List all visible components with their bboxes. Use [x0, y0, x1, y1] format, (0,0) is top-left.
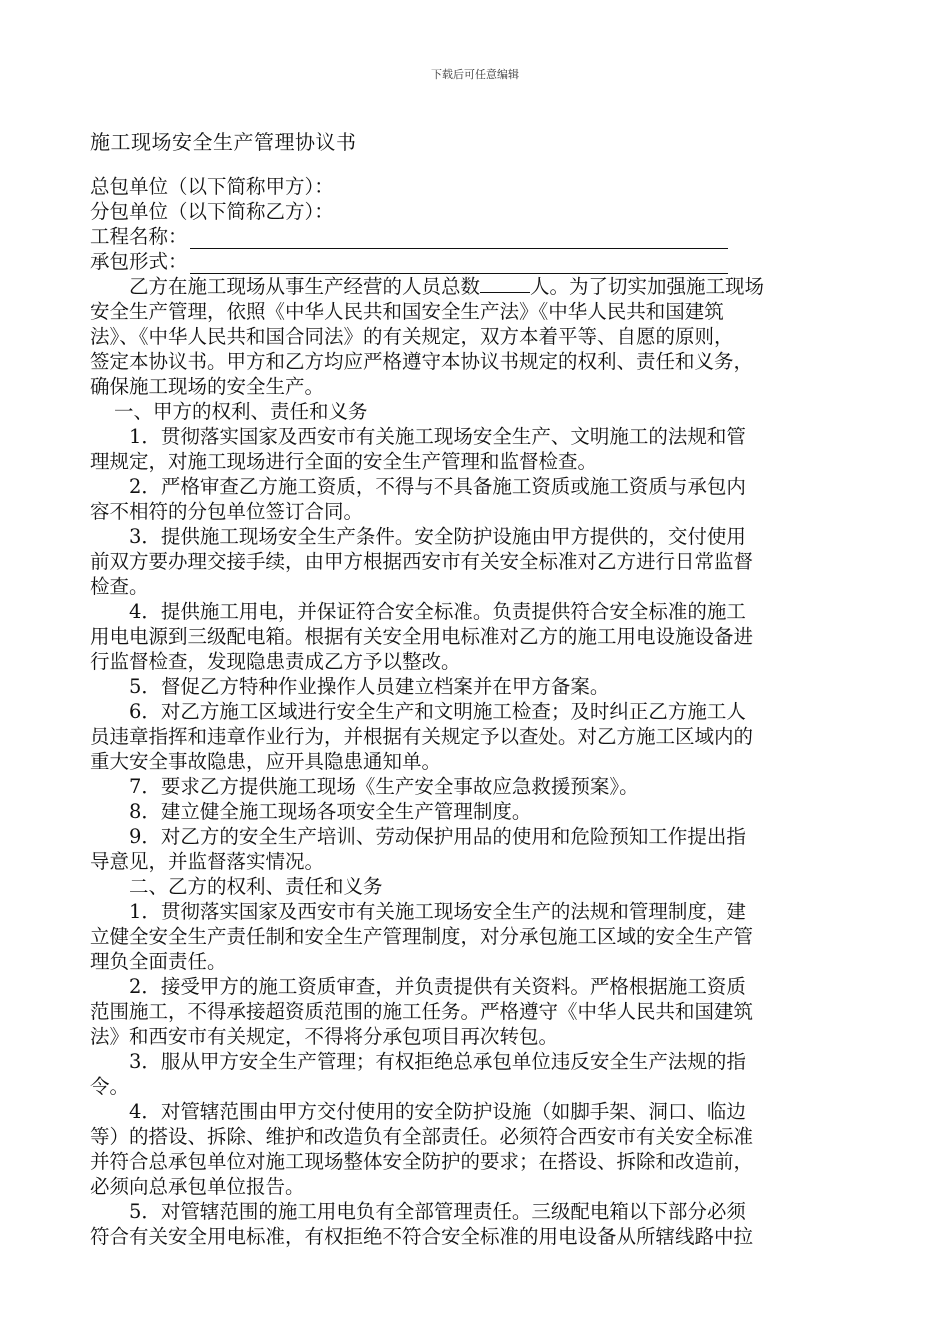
- clause-item: [90, 974, 860, 1049]
- headcount-blank: [480, 274, 530, 293]
- clause-line: 用电电源到三级配电箱。根据有关安全用电标准对乙方的施工用电设施设备进: [90, 625, 754, 648]
- clause-line: 等）的搭设、拆除、维护和改造负有全部责任。必须符合西安市有关安全标准: [90, 1125, 754, 1148]
- document-body: [90, 174, 860, 1249]
- section1-items: [90, 424, 860, 874]
- subcontractor-field: 分包单位（以下简称乙方）：: [90, 200, 334, 223]
- clause-item: [90, 474, 860, 524]
- intro-line: 安全生产管理，依照《中华人民共和国安全生产法》《中华人民共和国建筑: [90, 300, 724, 323]
- clause-line: 并符合总承包单位对施工现场整体安全防护的要求；在搭设、拆除和改造前，: [90, 1150, 754, 1173]
- clause-line: 必须向总承包单位报告。: [90, 1175, 305, 1198]
- project-name-row: [90, 224, 860, 249]
- intro-paragraph: [90, 274, 860, 399]
- contract-form-blank: [190, 254, 728, 274]
- clause-item: [90, 899, 860, 974]
- intro-text: 乙方在施工现场从事生产经营的人员总数: [129, 275, 481, 298]
- project-name-label: 工程名称：: [90, 225, 188, 248]
- clause-line: 理规定，对施工现场进行全面的安全生产管理和监督检查。: [90, 450, 598, 473]
- clause-line: 1．贯彻落实国家及西安市有关施工现场安全生产、文明施工的法规和管: [129, 425, 746, 448]
- document-title: 施工现场安全生产管理协议书: [90, 130, 357, 154]
- clause-line: 4．提供施工用电，并保证符合安全标准。负责提供符合安全标准的施工: [129, 600, 746, 623]
- clause-line: 行监督检查，发现隐患责成乙方予以整改。: [90, 650, 461, 673]
- clause-item: [90, 824, 860, 874]
- clause-item: [90, 774, 860, 799]
- clause-line: 5．对管辖范围的施工用电负有全部管理责任。三级配电箱以下部分必须: [129, 1200, 746, 1223]
- clause-line: 9．对乙方的安全生产培训、劳动保护用品的使用和危险预知工作提出指: [129, 825, 746, 848]
- clause-item: [90, 1199, 860, 1249]
- clause-line: 3．提供施工现场安全生产条件。安全防护设施由甲方提供的，交付使用: [129, 525, 746, 548]
- clause-line: 3．服从甲方安全生产管理；有权拒绝总承包单位违反安全生产法规的指: [129, 1050, 746, 1073]
- clause-item: [90, 424, 860, 474]
- clause-item: [90, 1049, 860, 1099]
- clause-line: 检查。: [90, 575, 149, 598]
- intro-line: 签定本协议书。甲方和乙方均应严格遵守本协议书规定的权利、责任和义务，: [90, 350, 754, 373]
- clause-line: 7．要求乙方提供施工现场《生产安全事故应急救援预案》。: [129, 775, 639, 798]
- clause-line: 导意见，并监督落实情况。: [90, 850, 325, 873]
- intro-line: 确保施工现场的安全生产。: [90, 375, 325, 398]
- intro-line: [90, 274, 860, 299]
- clause-item: [90, 1099, 860, 1199]
- clause-line: 范围施工，不得承接超资质范围的施工任务。严格遵守《中华人民共和国建筑: [90, 1000, 754, 1023]
- clause-line: 8．建立健全施工现场各项安全生产管理制度。: [129, 800, 532, 823]
- clause-line: 2．接受甲方的施工资质审查，并负责提供有关资料。严格根据施工资质: [129, 975, 746, 998]
- contract-form-label: 承包形式：: [90, 250, 188, 273]
- clause-line: 4．对管辖范围由甲方交付使用的安全防护设施（如脚手架、洞口、临边: [129, 1100, 746, 1123]
- clause-line: 令。: [90, 1075, 130, 1098]
- header-note: 下载后可任意编辑: [431, 68, 519, 81]
- clause-line: 法》和西安市有关规定，不得将分承包项目再次转包。: [90, 1025, 559, 1048]
- section1-heading: 一、甲方的权利、责任和义务: [114, 400, 368, 423]
- clause-line: 重大安全事故隐患，应开具隐患通知单。: [90, 750, 442, 773]
- clause-line: 5．督促乙方特种作业操作人员建立档案并在甲方备案。: [129, 675, 610, 698]
- clause-line: 6．对乙方施工区域进行安全生产和文明施工检查；及时纠正乙方施工人: [129, 700, 746, 723]
- clause-line: 2．严格审查乙方施工资质，不得与不具备施工资质或施工资质与承包内: [129, 475, 746, 498]
- clause-line: 前双方要办理交接手续，由甲方根据西安市有关安全标准对乙方进行日常监督: [90, 550, 754, 573]
- section2-heading: 二、乙方的权利、责任和义务: [129, 875, 383, 898]
- clause-line: 容不相符的分包单位签订合同。: [90, 500, 364, 523]
- clause-line: 1．贯彻落实国家及西安市有关施工现场安全生产的法规和管理制度，建: [129, 900, 746, 923]
- clause-item: [90, 699, 860, 774]
- clause-line: 立健全安全生产责任制和安全生产管理制度，对分承包施工区域的安全生产管: [90, 925, 754, 948]
- clause-item: [90, 599, 860, 674]
- project-name-blank: [190, 229, 728, 249]
- contract-form-row: [90, 249, 860, 274]
- clause-line: 理负全面责任。: [90, 950, 227, 973]
- section2-items: [90, 899, 860, 1249]
- clause-item: [90, 799, 860, 824]
- clause-line: 员违章指挥和违章作业行为，并根据有关规定予以查处。对乙方施工区域内的: [90, 725, 754, 748]
- intro-line: 法》、《中华人民共和国合同法》的有关规定，双方本着平等、自愿的原则，: [90, 325, 734, 348]
- intro-text: 人。为了切实加强施工现场: [530, 275, 765, 298]
- clause-item: [90, 524, 860, 599]
- clause-item: [90, 674, 860, 699]
- general-contractor-field: 总包单位（以下简称甲方）：: [90, 175, 334, 198]
- clause-line: 符合有关安全用电标准，有权拒绝不符合安全标准的用电设备从所辖线路中拉: [90, 1225, 754, 1248]
